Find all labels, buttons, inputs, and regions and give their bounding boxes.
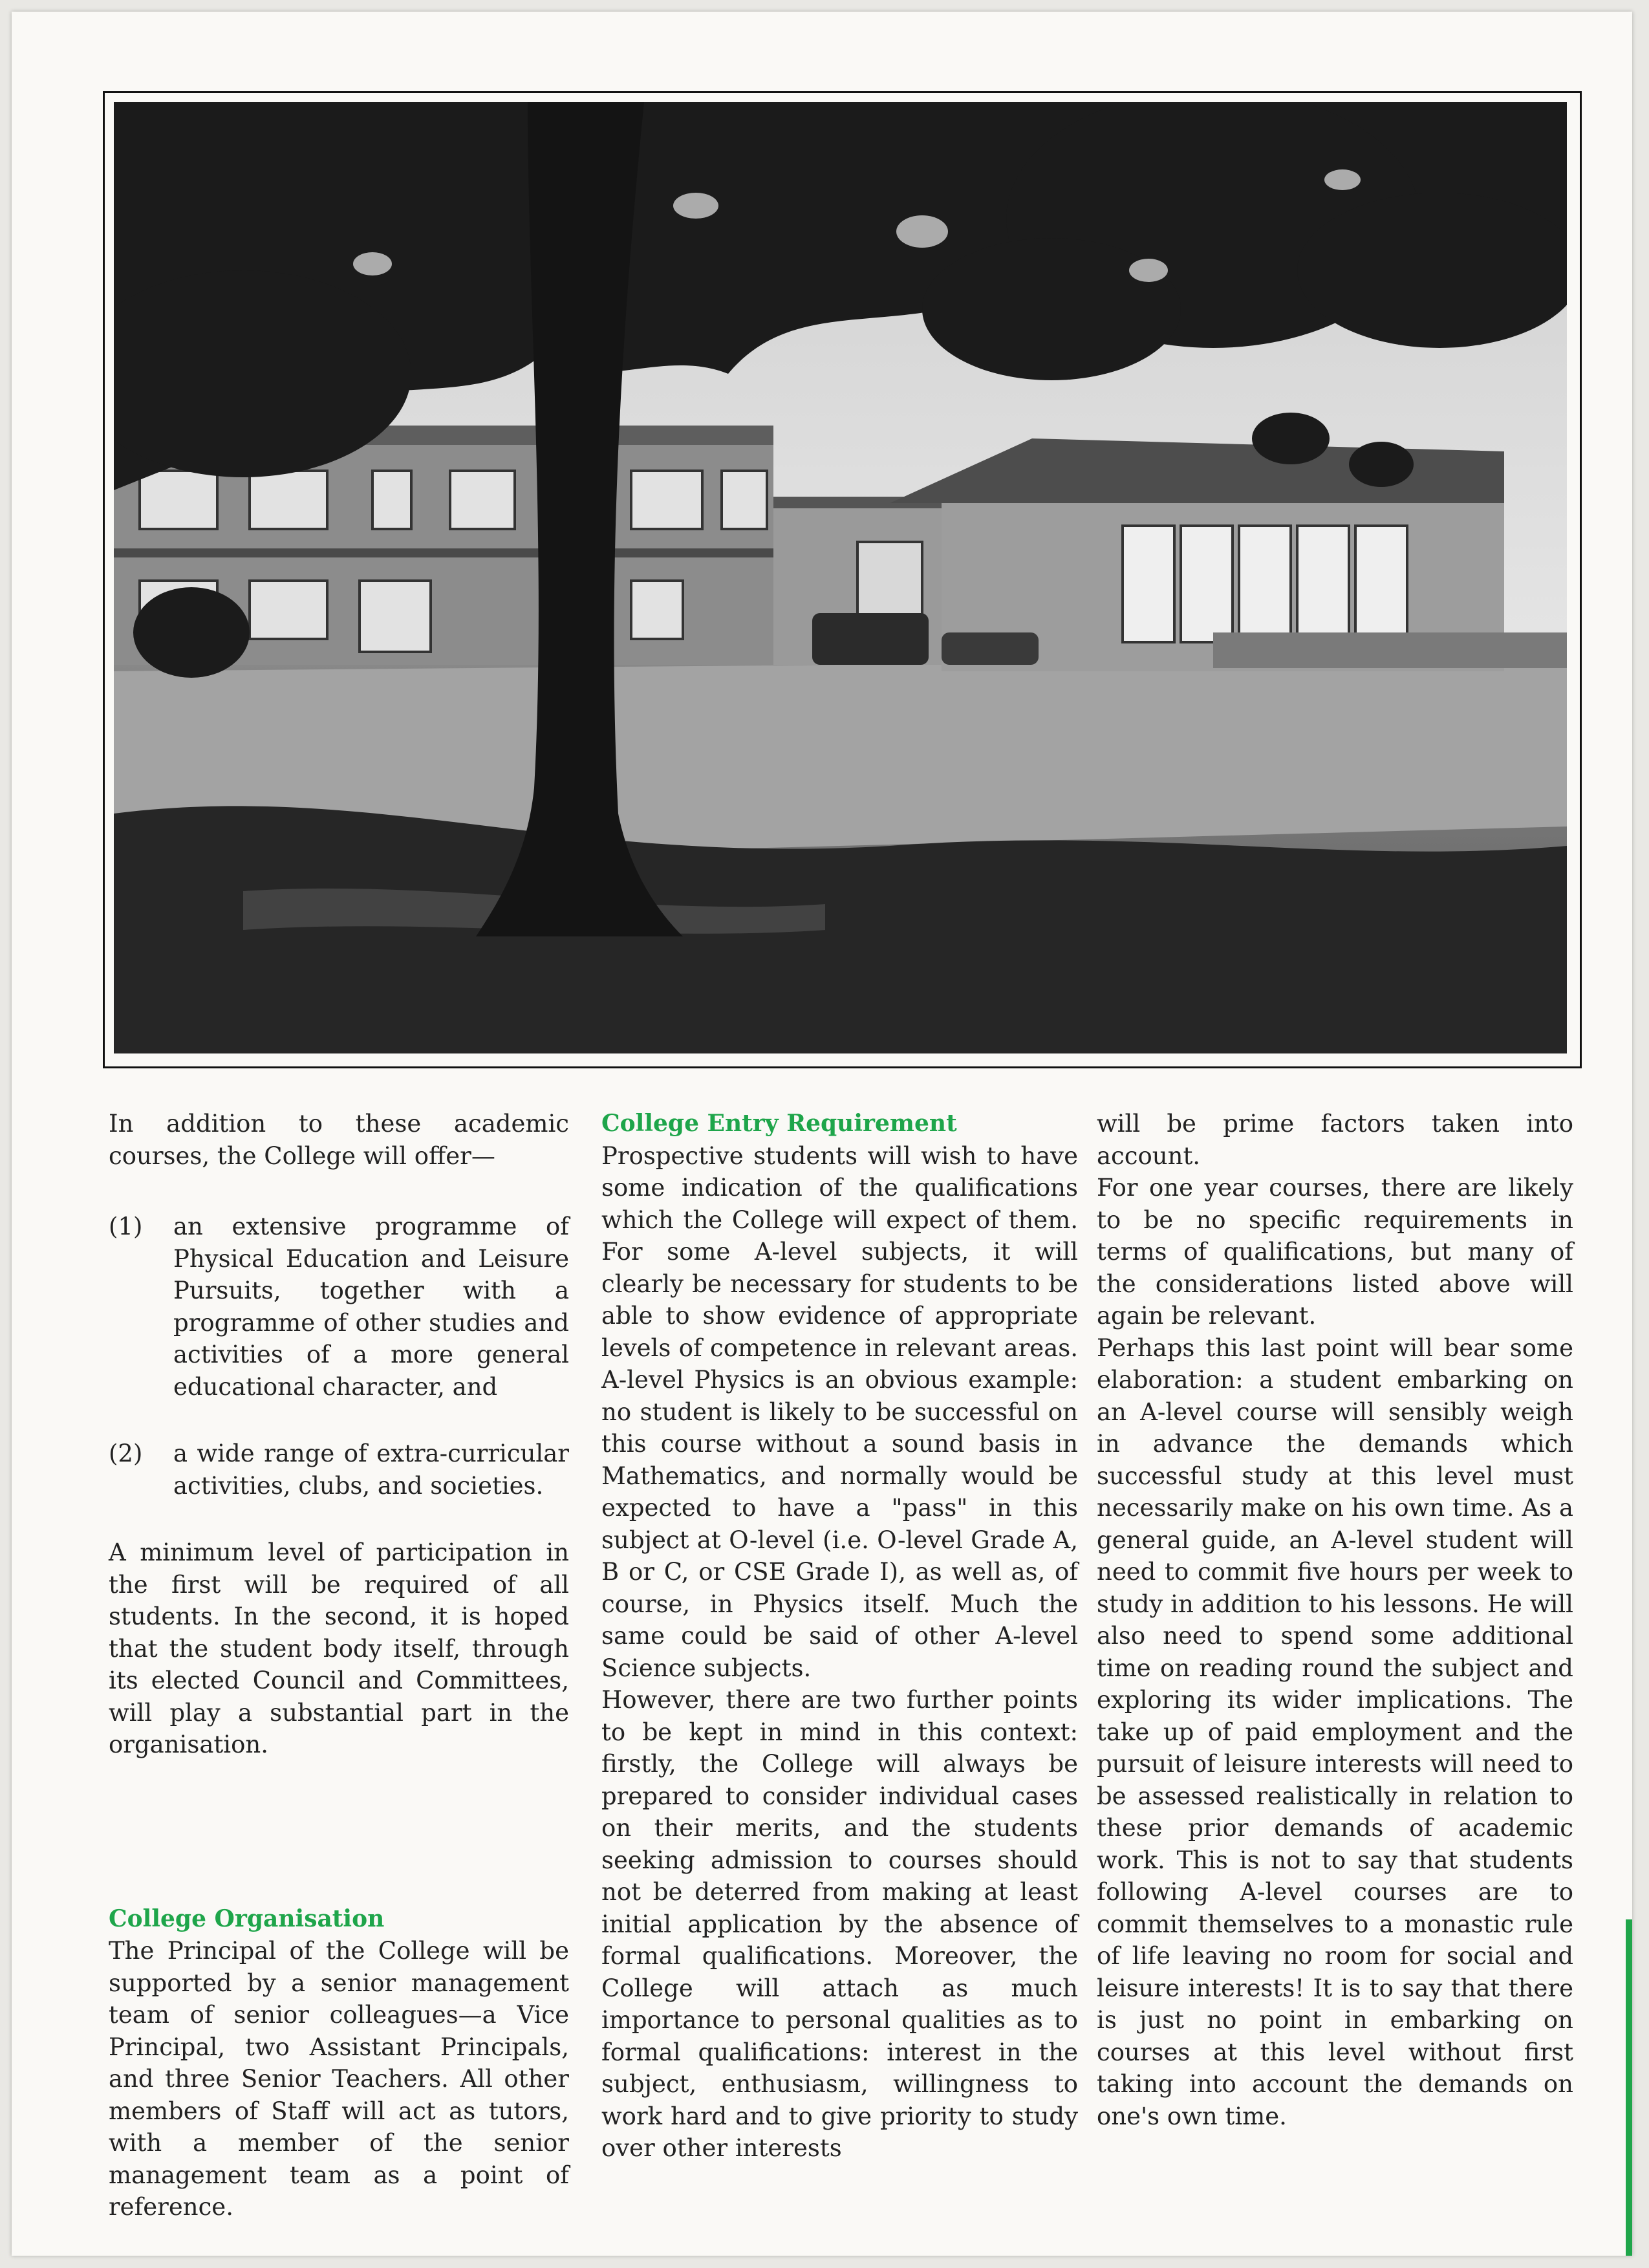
offer-list xyxy=(109,1211,569,1502)
list-item-text: an extensive programme of Physical Education and Leisure Pursuits, together with a programme of other studies and activities of a more general educational character, and xyxy=(173,1213,569,1401)
college-organisation-paragraph: The Principal of the College will be supported by a senior management team of senior colleagues—a Vice Principal, two Assistant Principals, and three Senior Teachers. All other members of Staff will act as tutors, with a member of the senior management team as a point of reference. xyxy=(109,1937,569,2221)
list-item xyxy=(109,1438,569,1502)
one-year-courses-paragraph: For one year courses, there are likely to be no specific requirements in terms of qualifications, but many of the considerations listed above will again be relevant. xyxy=(1097,1174,1573,1330)
photo-college-building-with-tree xyxy=(114,102,1567,1053)
college-entry-requirement-heading: College Entry Requirement xyxy=(601,1110,957,1137)
list-item-text: a wide range of extra-curricular activities, clubs, and societies. xyxy=(173,1440,569,1500)
entry-paragraph-2: However, there are two further points to be kept in mind in this context: firstly, the College will always be prepared to consider individual cases on their merits, and the students seeking admission to courses should not be deterred from making at least initial application by the absence of formal qualifications. Moreover, the College will attach as much importance to personal qualities as to formal qualifications: interest in the subject, enthusiasm, willingness to work hard and to give priority to study over other interests xyxy=(601,1686,1078,2162)
page-edge-stripe xyxy=(1626,1919,1632,2256)
college-organisation-heading: College Organisation xyxy=(109,1905,385,1932)
entry-paragraph-1: Prospective students will wish to have some indication of the qualifications which the College will expect of them. For some A-level subjects, it will clearly be necessary for students to be able to show evidence of appropriate levels of competence in relevant areas. A-level Physics is an obvious example: no student is likely to be successful on this course without a sound basis in Mathematics, and normally would be expected to have a "pass" in this subject at O-level (i.e. O-level Grade A, B or C, or CSE Grade I), as well as, of course, in Physics itself. Much the same could be said of other A-level Science subjects. xyxy=(601,1141,1078,1682)
page xyxy=(12,12,1632,2256)
a-level-time-paragraph: Perhaps this last point will bear some elaboration: a student embarking on an A-level course will sensibly weigh in advance the demands which successful study at this level must necessarily make on his own time. As a general guide, an A-level student will need to commit five hours per week to study in addition to his lessons. He will also need to spend some additional time on reading round the subject and exploring its wider implications. The take up of paid employment and the pursuit of leisure interests will need to be assessed realistically in relation to these prior demands of academic work. This is not to say that students following A-level courses are to commit themselves to a monastic rule of life leaving no room for social and leisure interests! It is to say that there is just no point in embarking on courses at this level without first taking into account the demands on one's own time. xyxy=(1097,1334,1573,2130)
text-column-1 xyxy=(109,1108,569,2223)
text-column-3 xyxy=(1097,1108,1573,2132)
photo-frame xyxy=(103,91,1582,1068)
continuation-paragraph: will be prime factors taken into account. xyxy=(1097,1110,1573,1170)
participation-paragraph: A minimum level of participation in the first will be required of all students. In the second, it is hoped that the student body itself, through its elected Council and Committees, will play a substantial part in the organisation. xyxy=(109,1539,569,1758)
intro-paragraph: In addition to these academic courses, the College will offer— xyxy=(109,1110,569,1170)
list-item-number: (1) xyxy=(109,1213,143,1240)
list-item xyxy=(109,1211,569,1403)
list-item-number: (2) xyxy=(109,1440,143,1467)
text-column-2 xyxy=(601,1108,1078,2165)
